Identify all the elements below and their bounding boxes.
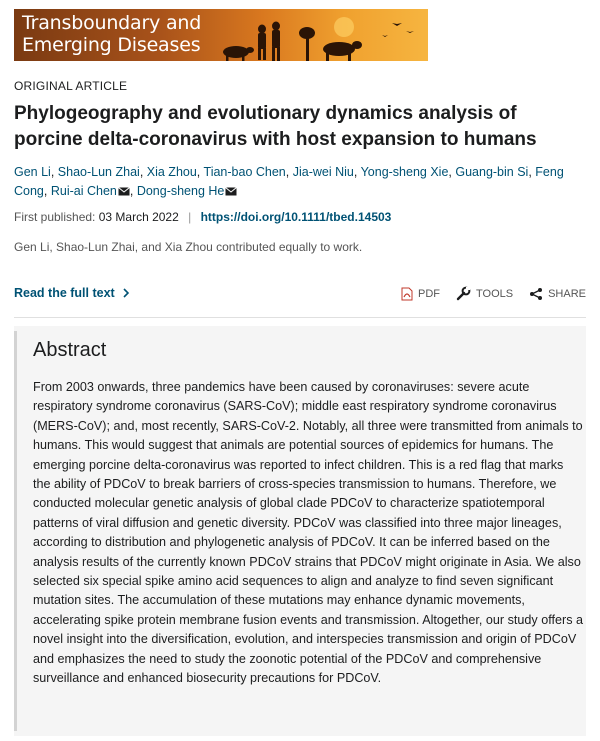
- author-link[interactable]: Gen Li: [14, 165, 51, 179]
- journal-title-line-2: Emerging Diseases: [22, 34, 201, 56]
- author-link[interactable]: Xia Zhou: [146, 165, 197, 179]
- wrench-icon: [456, 286, 471, 301]
- first-published-date: 03 March 2022: [98, 210, 179, 224]
- share-icon: [529, 287, 543, 301]
- author-link[interactable]: Rui-ai Chen: [50, 184, 117, 198]
- author-list: Gen Li, Shao-Lun Zhai, Xia Zhou, Tian-bao Chen, Jia-wei Niu, Yong-sheng Xie, Guang-bin Si, Feng Cong, Rui-ai Chen , Dong-sheng He: [14, 165, 564, 198]
- article-toolbar: [401, 286, 586, 301]
- journal-title-line-1: Transboundary and: [22, 12, 202, 34]
- abstract-heading: Abstract: [33, 339, 107, 361]
- abstract-text: From 2003 onwards, three pandemics have been caused by coronaviruses: severe acute respiratory syndrome coronavirus (SARS-CoV); middle east respiratory syndrome coronavirus (MERS-CoV); and, most recently, SARS-CoV-2. Notably, all three were transmitted from animals to humans. This would suggest that animals are potential sources of epidemics for humans. The emerging porcine delta-coronavirus was reported to infect children. This is a red flag that marks the ability of PDCoV to break barriers of cross-species transmission to humans. Therefore, we conducted molecular genetic analysis of global clade PDCoV to characterize spatiotemporal patterns of viral diffusion and genetic diversity. PDCoV was classified into three major lineages, according to distribution and phylogenetic analysis of PDCoV. It can be inferred based on the analysis results of the currently known PDCoV strains that PDCoV might originate in Asia. We also selected six special spike amino acid sequences to align and analyze to find seven significant mutation sites. The accumulation of these mutations may enhance dynamic movements, accelerating spike protein membrane fusion events and transmission. Altogether, our study offers a novel insight into the diversification, evolution, and interspecies transmission and origin of PDCoV and emphasizes the need to study the zoonotic potential of the PDCoV and comprehensive surveillance and enhanced biosecurity precautions for PDCoV.: [33, 380, 583, 686]
- article-title: Phylogeography and evolutionary dynamics analysis of porcine delta-coronavirus with host expansion to humans: [14, 103, 537, 150]
- share-button[interactable]: [529, 287, 586, 301]
- pdf-button[interactable]: [401, 287, 440, 301]
- share-label: SHARE: [548, 287, 586, 300]
- journal-title: [22, 12, 201, 56]
- publication-info: [14, 210, 391, 224]
- abstract-accent-bar: [14, 331, 17, 731]
- read-full-text-link[interactable]: [14, 286, 130, 300]
- email-icon[interactable]: [118, 187, 130, 196]
- read-full-text-label: Read the full text: [14, 286, 115, 300]
- email-icon[interactable]: [225, 187, 237, 196]
- tools-button[interactable]: [456, 286, 513, 301]
- pdf-icon: [401, 287, 413, 301]
- first-published-label: First published:: [14, 210, 96, 224]
- author-link[interactable]: Tian-bao Chen: [203, 165, 286, 179]
- author-link[interactable]: Shao-Lun Zhai: [57, 165, 140, 179]
- separator: |: [188, 210, 192, 224]
- author-link[interactable]: Yong-sheng Xie: [360, 165, 449, 179]
- author-link[interactable]: Dong-sheng He: [136, 184, 225, 198]
- author-link[interactable]: Guang-bin Si: [455, 165, 529, 179]
- author-link[interactable]: Feng Cong: [14, 165, 564, 198]
- equal-contribution-note: Gen Li, Shao-Lun Zhai, and Xia Zhou contributed equally to work.: [14, 240, 363, 254]
- author-link[interactable]: Jia-wei Niu: [292, 165, 354, 179]
- chevron-right-icon: [122, 288, 130, 298]
- tools-label: TOOLS: [476, 287, 514, 300]
- section-divider: [14, 317, 586, 318]
- article-type-label: ORIGINAL ARTICLE: [14, 79, 128, 93]
- pdf-label: PDF: [418, 287, 440, 300]
- journal-banner[interactable]: [14, 9, 428, 61]
- doi-link[interactable]: https://doi.org/10.1111/tbed.14503: [200, 210, 392, 224]
